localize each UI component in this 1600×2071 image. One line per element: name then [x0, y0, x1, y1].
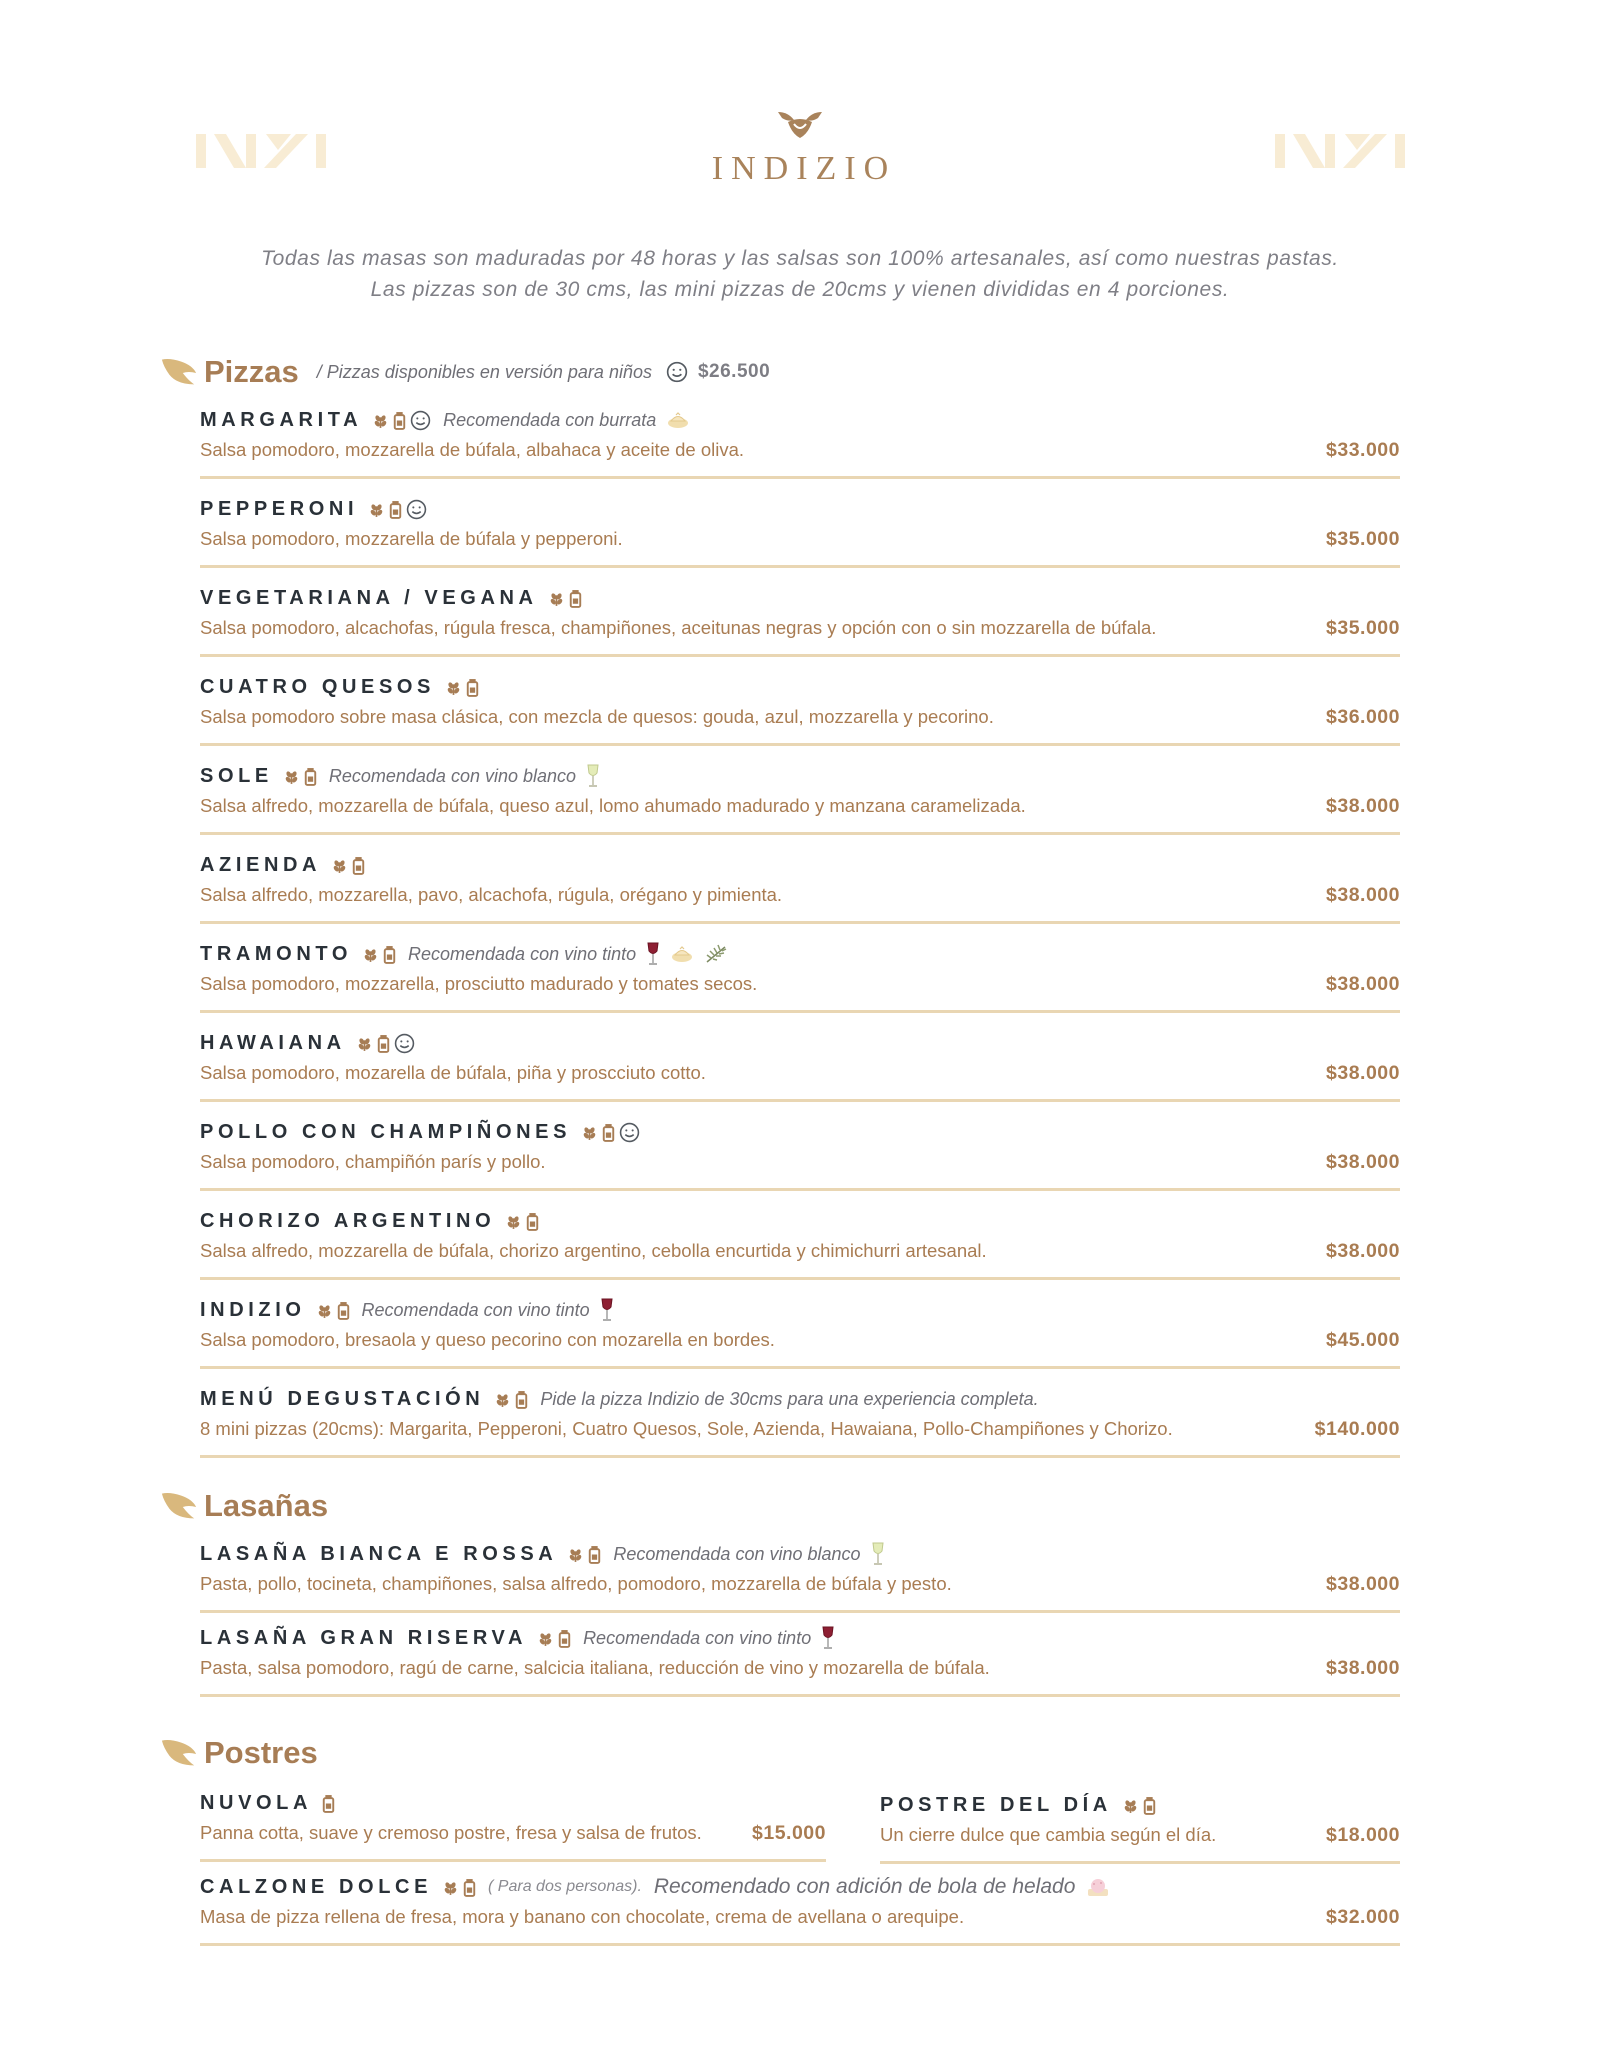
menu-item	[200, 405, 1400, 479]
item-price: $33.000	[1326, 438, 1400, 461]
item-price: $38.000	[1326, 972, 1400, 995]
dietary-icons	[441, 678, 479, 697]
item-description: Salsa pomodoro sobre masa clásica, con mezcla de quesos: gouda, azul, mozzarella y pecorino.	[200, 706, 994, 727]
dietary-icons	[352, 1033, 415, 1054]
item-price: $36.000	[1326, 705, 1400, 728]
menu-item	[200, 850, 1400, 924]
milk-bottle-icon	[389, 500, 402, 519]
item-name: CUATRO QUESOS	[200, 675, 435, 698]
menu-item	[200, 1384, 1400, 1458]
menu-item	[200, 1295, 1400, 1369]
milk-bottle-icon	[588, 1545, 601, 1564]
menu-item	[200, 1539, 1400, 1613]
item-price: $35.000	[1326, 527, 1400, 550]
menu-item	[200, 494, 1400, 568]
item-name: AZIENDA	[200, 853, 322, 876]
wheat-icon	[1122, 1797, 1139, 1814]
item-name: HAWAIANA	[200, 1031, 346, 1054]
recommendation: Recomendada con vino blanco	[613, 1543, 861, 1564]
wheat-icon	[372, 412, 389, 429]
dietary-icons	[490, 1390, 528, 1409]
item-price: $38.000	[1326, 1061, 1400, 1084]
item-name: SOLE	[200, 764, 273, 787]
wheat-icon	[368, 501, 385, 518]
wheat-icon	[581, 1124, 598, 1141]
smiley-icon	[406, 499, 427, 520]
milk-bottle-icon	[558, 1629, 571, 1648]
leaf-icon	[160, 1489, 198, 1523]
item-description: Masa de pizza rellena de fresa, mora y banano con chocolate, crema de avellana o arequipe.	[200, 1906, 965, 1927]
wheat-icon	[505, 1213, 522, 1230]
menu-item	[200, 1206, 1400, 1280]
milk-bottle-icon	[1143, 1796, 1156, 1815]
red-wine-icon	[821, 1625, 835, 1651]
item-name: PEPPERONI	[200, 497, 359, 520]
item-price: $38.000	[1326, 1150, 1400, 1173]
item-name: TRAMONTO	[200, 942, 352, 965]
item-description: Salsa pomodoro, mozzarella, prosciutto madurado y tomates secos.	[200, 973, 758, 994]
item-description: Salsa pomodoro, mozzarella de búfala y pepperoni.	[200, 528, 623, 549]
red-wine-icon	[600, 1297, 614, 1323]
wheat-icon	[548, 590, 565, 607]
dietary-icons	[364, 499, 427, 520]
section-title-lasanas: Lasañas	[204, 1488, 329, 1523]
item-description: Salsa alfredo, mozzarella, pavo, alcachofa, rúgula, orégano y pimienta.	[200, 884, 783, 905]
section-title-pizzas: Pizzas	[204, 354, 299, 389]
recommendation: Recomendada con vino tinto	[407, 943, 637, 964]
item-description: Salsa pomodoro, mozzarella de búfala, albahaca y aceite de oliva.	[200, 439, 745, 460]
section-subtitle-kids: / Pizzas disponibles en versión para niños	[316, 361, 652, 382]
wheat-icon	[283, 768, 300, 785]
item-name: LASAÑA GRAN RISERVA	[200, 1626, 528, 1649]
item-name: CALZONE DOLCE	[200, 1875, 433, 1898]
item-description: Salsa pomodoro, bresaola y queso pecorino con mozarella en bordes.	[200, 1329, 775, 1350]
recommendation: Recomendada con vino tinto	[361, 1299, 590, 1320]
item-description: Panna cotta, suave y cremoso postre, fresa y salsa de frutos.	[200, 1822, 702, 1843]
milk-bottle-icon	[602, 1123, 615, 1142]
recommendation: Recomendada con vino blanco	[328, 765, 577, 786]
burrata-icon	[666, 411, 690, 429]
menu-item	[200, 583, 1400, 657]
menu-item	[200, 761, 1400, 835]
item-name: VEGETARIANA / VEGANA	[200, 586, 538, 609]
wheat-icon	[331, 857, 348, 874]
milk-bottle-icon	[337, 1301, 350, 1320]
milk-bottle-icon	[393, 411, 406, 430]
dietary-icons	[501, 1212, 539, 1231]
wheat-icon	[356, 1035, 373, 1052]
item-name: LASAÑA BIANCA E ROSSA	[200, 1542, 558, 1565]
item-price: $15.000	[752, 1821, 826, 1844]
menu-item	[200, 672, 1400, 746]
intro-line-1: Todas las masas son maduradas por 48 horas y las salsas son 100% artesanales, así como nuestras pastas.	[261, 247, 1339, 270]
item-name: POSTRE DEL DÍA	[880, 1793, 1112, 1816]
burrata-icon	[670, 945, 694, 963]
item-price: $35.000	[1326, 616, 1400, 639]
milk-bottle-icon	[352, 856, 365, 875]
wheat-icon	[316, 1302, 333, 1319]
dietary-icons	[327, 856, 365, 875]
smiley-icon	[410, 410, 431, 431]
serving-note: ( Para dos personas).	[488, 1878, 642, 1895]
item-price: $45.000	[1326, 1328, 1400, 1351]
kids-price: $26.500	[697, 361, 771, 382]
section-title-postres: Postres	[204, 1735, 318, 1770]
logo-emblem-icon	[774, 108, 826, 142]
menu-item	[200, 1028, 1400, 1102]
menu-item-nuvola	[200, 1788, 826, 1862]
menu-item	[200, 1623, 1400, 1697]
milk-bottle-icon	[569, 589, 582, 608]
dietary-icons	[544, 589, 582, 608]
item-name: POLLO CON CHAMPIÑONES	[200, 1120, 572, 1143]
recommendation: Recomendada con burrata	[443, 409, 657, 430]
smiley-icon	[619, 1122, 640, 1143]
milk-bottle-icon	[463, 1878, 476, 1897]
item-price: $38.000	[1326, 1656, 1400, 1679]
item-description: Salsa alfredo, mozzarella de búfala, queso azul, lomo ahumado madurado y manzana caramelizada.	[200, 795, 1026, 816]
intro-line-2: Las pizzas son de 30 cms, las mini pizzas de 20cms y vienen divididas en 4 porciones.	[370, 278, 1230, 301]
item-name: NUVOLA	[200, 1791, 313, 1814]
dietary-icons	[312, 1301, 350, 1320]
milk-bottle-icon	[377, 1034, 390, 1053]
section-lasanas-header	[160, 1486, 328, 1526]
menu-item	[200, 939, 1400, 1013]
item-name: CHORIZO ARGENTINO	[200, 1209, 496, 1232]
rosemary-icon	[704, 944, 728, 964]
menu-item-calzone-dolce	[200, 1872, 1400, 1946]
leaf-icon	[160, 1736, 198, 1770]
dietary-icons	[358, 945, 396, 964]
leaf-icon	[160, 355, 198, 389]
item-description: Pasta, pollo, tocineta, champiñones, salsa alfredo, pomodoro, mozzarella de búfala y pesto.	[200, 1573, 952, 1594]
white-wine-icon	[871, 1541, 885, 1567]
item-description: Pasta, salsa pomodoro, ragú de carne, salcicia italiana, reducción de vino y mozarella de búfala.	[200, 1657, 990, 1678]
dietary-icons	[368, 410, 431, 431]
wheat-icon	[494, 1391, 511, 1408]
item-name: MARGARITA	[200, 408, 363, 431]
item-price: $38.000	[1326, 1572, 1400, 1595]
item-description: Salsa pomodoro, champiñón parís y pollo.	[200, 1151, 546, 1172]
milk-bottle-icon	[383, 945, 396, 964]
item-description: 8 mini pizzas (20cms): Margarita, Pepperoni, Cuatro Quesos, Sole, Azienda, Hawaiana, Pollo-Champiñones y Chorizo.	[200, 1418, 1173, 1439]
item-description: Salsa pomodoro, alcachofas, rúgula fresca, champiñones, aceitunas negras y opción con o sin mozzarella de búfala.	[200, 617, 1157, 638]
milk-bottle-icon	[526, 1212, 539, 1231]
red-wine-icon	[646, 941, 660, 967]
item-description: Un cierre dulce que cambia según el día.	[880, 1824, 1217, 1845]
milk-bottle-icon	[322, 1794, 335, 1813]
item-price: $32.000	[1326, 1905, 1400, 1928]
wheat-icon	[567, 1546, 584, 1563]
wheat-icon	[445, 679, 462, 696]
item-price: $38.000	[1326, 883, 1400, 906]
white-wine-icon	[586, 763, 600, 789]
item-price: $38.000	[1326, 794, 1400, 817]
dietary-icons	[563, 1545, 601, 1564]
recommendation: Pide la pizza Indizio de 30cms para una experiencia completa.	[540, 1388, 1039, 1409]
intro-text	[0, 243, 1600, 305]
wheat-icon	[537, 1630, 554, 1647]
milk-bottle-icon	[466, 678, 479, 697]
dietary-icons	[577, 1122, 640, 1143]
dietary-icons	[279, 767, 317, 786]
menu-item	[200, 1117, 1400, 1191]
dietary-icons	[533, 1629, 571, 1648]
menu-item-postre-del-dia	[880, 1790, 1400, 1864]
item-name: INDIZIO	[200, 1298, 306, 1321]
item-name: MENÚ DEGUSTACIÓN	[200, 1387, 485, 1410]
item-description: Salsa alfredo, mozzarella de búfala, chorizo argentino, cebolla encurtida y chimichurri artesanal.	[200, 1240, 987, 1261]
ice-cream-icon	[1085, 1876, 1111, 1898]
wheat-icon	[442, 1879, 459, 1896]
section-postres-header	[160, 1733, 318, 1773]
milk-bottle-icon	[304, 767, 317, 786]
smiley-icon	[394, 1033, 415, 1054]
item-price: $18.000	[1326, 1823, 1400, 1846]
item-price: $38.000	[1326, 1239, 1400, 1262]
section-pizzas-header	[160, 352, 770, 392]
item-description: Salsa pomodoro, mozarella de búfala, piña y proscciuto cotto.	[200, 1062, 706, 1083]
wheat-icon	[362, 946, 379, 963]
brand-logo	[0, 108, 1600, 188]
item-price: $140.000	[1314, 1417, 1400, 1440]
recommendation: Recomendado con adición de bola de helado	[653, 1875, 1076, 1898]
recommendation: Recomendada con vino tinto	[583, 1627, 812, 1648]
milk-bottle-icon	[515, 1390, 528, 1409]
brand-name: INDIZIO	[711, 150, 897, 187]
smiley-icon	[666, 361, 688, 383]
